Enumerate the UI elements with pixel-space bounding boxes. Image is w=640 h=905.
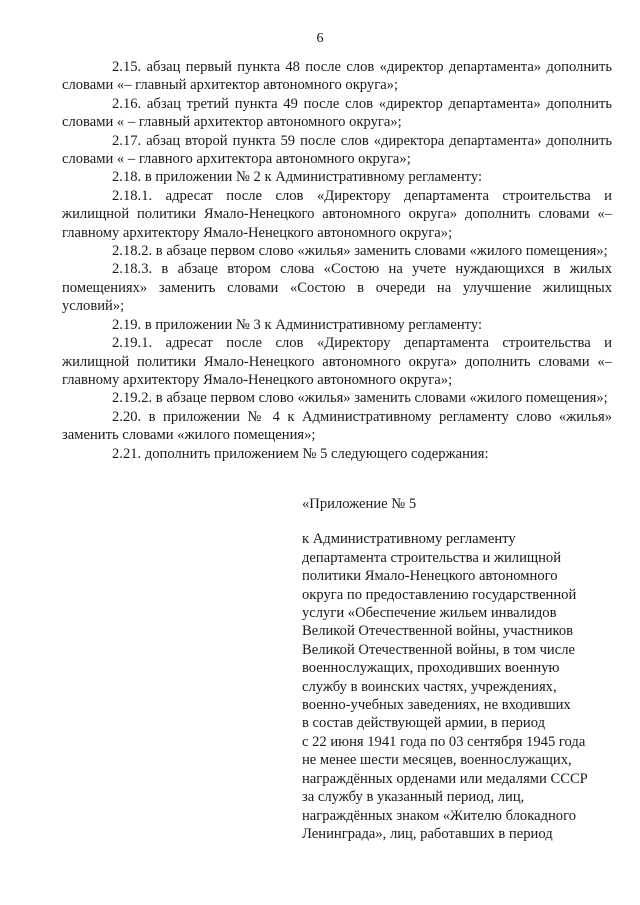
- appendix-line: военнослужащих, проходивших военную: [302, 660, 560, 677]
- appendix-line: за службу в указанный период, лиц,: [302, 789, 525, 806]
- appendix-line: военно-учебных заведениях, не входивших: [302, 697, 571, 714]
- appendix-line: Великой Отечественной войны, участников: [302, 623, 574, 640]
- appendix-line: с 22 июня 1941 года по 03 сентября 1945 года: [302, 733, 586, 750]
- paragraph-2-19-1: 2.19.1. адресат после слов «Директору департамента строительства и жилищной политики Ямало-Ненецкого автономного округа» дополнить словами «– главному архитектору Ямало-Ненецкого автономного округа»;: [62, 335, 612, 388]
- appendix-line: награждённых орденами или медалями СССР: [302, 770, 588, 787]
- appendix-line: службу в воинских частях, учреждениях,: [302, 678, 557, 695]
- paragraph-2-17: 2.17. абзац второй пункта 59 после слов «директора департамента» дополнить словами « – главного архитектора автономного округа»;: [62, 132, 612, 168]
- appendix-line: не менее шести месяцев, военнослужащих,: [302, 752, 572, 769]
- paragraph-2-18-2: 2.18.2. в абзаце первом слово «жилья» заменить словами «жилого помещения»;: [112, 243, 608, 260]
- appendix-line: услуги «Обеспечение жильем инвалидов: [302, 605, 557, 622]
- paragraph-2-20: 2.20. в приложении № 4 к Административному регламенту слово «жилья» заменить словами «жилого помещения»;: [62, 408, 612, 444]
- page-number: 6: [316, 31, 324, 46]
- paragraph-2-18-1: 2.18.1. адресат после слов «Директору департамента строительства и жилищной политики Ямало-Ненецкого автономного округа» дополнить словами «– главному архитектору Ямало-Ненецкого автономного округа»;: [62, 187, 612, 241]
- appendix-line: к Административному регламенту: [302, 531, 516, 548]
- appendix-line: округа по предоставлению государственной: [302, 586, 577, 603]
- paragraph-2-19-2: 2.19.2. в абзаце первом слово «жилья» заменить словами «жилого помещения»;: [112, 390, 608, 407]
- paragraph-2-18: 2.18. в приложении № 2 к Административному регламенту:: [112, 169, 483, 186]
- paragraph-2-16: 2.16. абзац третий пункта 49 после слов «директор департамента» дополнить словами « – главный архитектор автономного округа»;: [62, 95, 612, 131]
- appendix-title: «Приложение № 5: [302, 496, 417, 512]
- document-body: [62, 58, 612, 463]
- appendix-line: политики Ямало-Ненецкого автономного: [302, 568, 558, 585]
- paragraph-2-18-3: 2.18.3. в абзаце втором слова «Состою на учете нуждающихся в жилых помещениях» заменить словами «Состою в очереди на улучшение жилищных условий»;: [62, 261, 612, 315]
- appendix-line: в состав действующей армии, в период: [302, 715, 545, 732]
- appendix-header-block: [302, 495, 617, 843]
- appendix-caption: [302, 530, 617, 843]
- paragraph-2-15: 2.15. абзац первый пункта 48 после слов «директор департамента» дополнить словами «– главный архитектор автономного округа»;: [62, 59, 612, 94]
- appendix-line: департамента строительства и жилищной: [302, 549, 562, 566]
- paragraph-2-19: 2.19. в приложении № 3 к Административному регламенту:: [112, 316, 483, 333]
- appendix-line: Ленинграда», лиц, работавших в период: [302, 825, 553, 842]
- appendix-line: Великой Отечественной войны, в том числе: [302, 641, 575, 658]
- appendix-line: награждённых знаком «Жителю блокадного: [302, 807, 577, 824]
- paragraph-2-21: 2.21. дополнить приложением № 5 следующего содержания:: [112, 445, 489, 462]
